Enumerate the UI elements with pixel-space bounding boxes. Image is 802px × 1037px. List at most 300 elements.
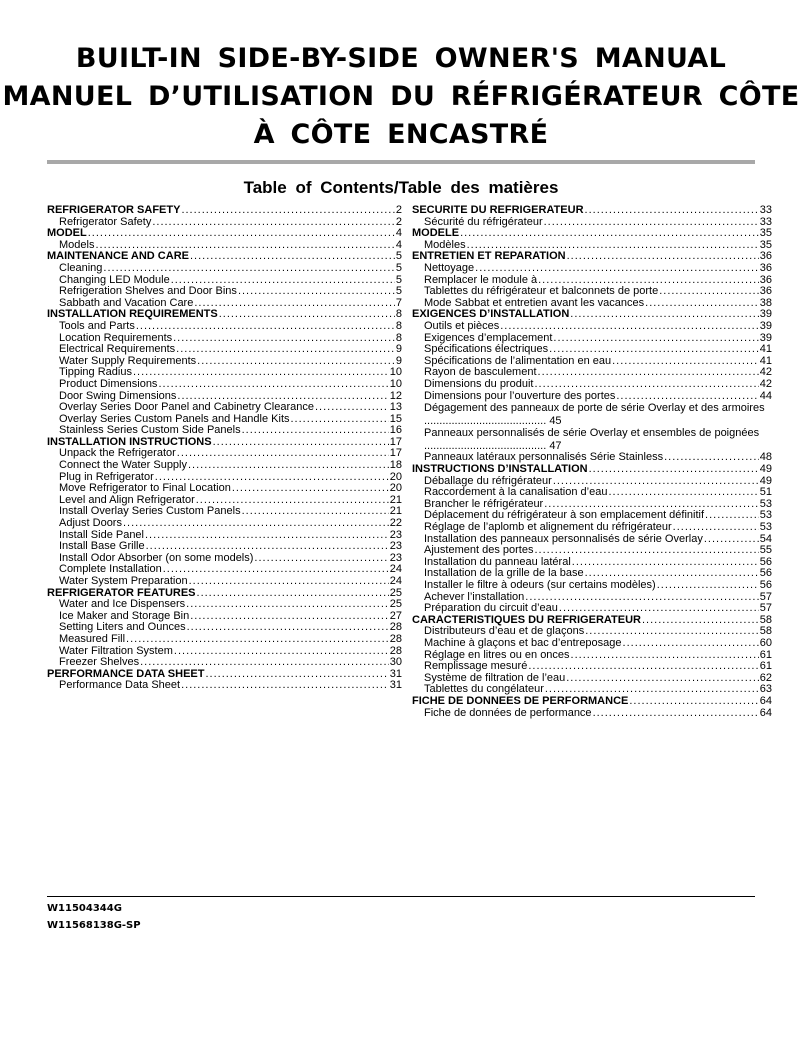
toc-leader [187, 622, 389, 634]
toc-page-number: 8 [395, 320, 402, 332]
toc-page-number: 60 [759, 637, 772, 649]
toc-entry-title: Complete Installation [59, 564, 162, 576]
toc-entry-title: Connect the Water Supply [59, 460, 187, 472]
toc-entry[interactable] [412, 344, 772, 356]
toc-entry[interactable] [47, 367, 402, 379]
toc-entry[interactable] [47, 611, 402, 623]
toc-entry[interactable] [412, 476, 772, 488]
toc-leader [589, 464, 759, 476]
toc-entry[interactable] [47, 391, 402, 403]
toc-entry-title: Dimensions pour l’ouverture des portes [424, 390, 616, 402]
toc-entry[interactable] [412, 275, 772, 287]
toc-entry-title: CARACTÉRISTIQUES DU RÉFRIGÉRATEUR [412, 614, 641, 626]
toc-leader [475, 263, 759, 275]
toc-leader: ........................................ [424, 414, 550, 427]
toc-entry-title: Water Supply Requirements [59, 355, 197, 367]
toc-leader [657, 580, 759, 592]
toc-page-number: 35 [759, 239, 772, 251]
toc-entry-title: Installation des panneaux personnalisés de série Overlay [424, 533, 703, 545]
toc-leader [460, 228, 759, 240]
toc-entry[interactable] [412, 638, 772, 650]
toc-entry[interactable] [47, 657, 402, 669]
toc-page-number: 35 [759, 228, 772, 240]
toc-page-number: 56 [759, 556, 772, 568]
toc-page-number: 16 [389, 425, 402, 437]
toc-leader [95, 240, 394, 252]
toc-section[interactable] [47, 588, 402, 600]
toc-entry-title: Measured Fill [59, 633, 126, 645]
toc-entry[interactable] [47, 553, 402, 565]
toc-entry[interactable] [412, 452, 772, 464]
toc-section[interactable] [412, 205, 772, 217]
toc-entry[interactable] [47, 460, 402, 472]
toc-page-number: 22 [389, 518, 402, 530]
toc-page-number: 53 [759, 498, 772, 510]
toc-leader [133, 367, 389, 379]
toc-entry[interactable] [412, 510, 772, 522]
toc-entry-title: Door Swing Dimensions [59, 390, 177, 402]
toc-entry[interactable] [47, 333, 402, 345]
toc-entry-title: Rayon de basculement [424, 367, 537, 379]
toc-entry-title: MODEL [47, 228, 87, 240]
toc-entry-title: Outils et pièces [424, 320, 500, 332]
toc-entry[interactable] [412, 592, 772, 604]
toc-leader [315, 402, 389, 414]
toc-entry-title: Performance Data Sheet [59, 680, 181, 692]
toc-page-number: 5 [395, 262, 402, 274]
toc-leader [238, 286, 395, 298]
toc-entry-title: Ice Maker and Storage Bin [59, 610, 190, 622]
toc-leader [645, 298, 759, 310]
toc-leader [181, 680, 389, 692]
toc-leader [664, 452, 759, 464]
toc-leader [544, 217, 759, 229]
toc-entry-title: Electrical Requirements [59, 344, 176, 356]
toc-page-number: 58 [759, 626, 772, 638]
toc-leader [566, 673, 759, 685]
toc-page-number: 9 [395, 355, 402, 367]
toc-entry-title: Install Odor Absorber (on some models) [59, 552, 254, 564]
toc-entry-title: Install Side Panel [59, 529, 144, 541]
toc-entry-title: Nettoyage [424, 262, 475, 274]
toc-entry-title: Stainless Series Custom Side Panels [59, 425, 241, 437]
toc-page-number: 63 [759, 684, 772, 696]
footer-divider [47, 896, 755, 897]
toc-page-number: 23 [389, 552, 402, 564]
toc-entry-title: Refrigerator Safety [59, 216, 152, 228]
toc-entry-title: Modèles [424, 239, 466, 251]
toc-entry-title: Brancher le réfrigérateur [424, 498, 544, 510]
toc-entry[interactable] [412, 333, 772, 345]
toc-leader [188, 460, 389, 472]
toc-entry-title: Réglage de l’aplomb et alignement du réfrigérateur [424, 522, 672, 534]
toc-leader [623, 638, 759, 650]
toc-section[interactable] [412, 309, 772, 321]
toc-entry-title: Move Refrigerator to Final Location [59, 483, 231, 495]
toc-leader [196, 495, 389, 507]
toc-leader [593, 708, 759, 720]
toc-entry-title: Déplacement du réfrigérateur à son emplacement définitif [424, 510, 705, 522]
toc-entry[interactable] [412, 684, 772, 696]
toc-page-number: 56 [759, 580, 772, 591]
toc-entry[interactable] [47, 622, 402, 634]
toc-page-number: 12 [389, 390, 402, 402]
toc-page-number: 61 [759, 649, 772, 661]
toc-leader [291, 414, 389, 426]
toc-entry[interactable] [412, 391, 772, 403]
toc-entry[interactable] [412, 379, 772, 391]
toc-leader [190, 611, 389, 623]
toc-entry[interactable] [47, 448, 402, 460]
toc-section[interactable] [47, 251, 402, 263]
toc-entry[interactable] [412, 356, 772, 368]
toc-page-number: 24 [389, 576, 402, 587]
toc-entry[interactable] [412, 240, 772, 252]
toc-leader [538, 275, 759, 287]
toc-page-number: 17 [389, 448, 402, 460]
toc-entry-title: Freezer Shelves [59, 657, 140, 669]
toc-leader [145, 530, 389, 542]
toc-leader [544, 499, 759, 511]
toc-page-number: 55 [759, 545, 772, 557]
toc-page-number: 53 [759, 522, 772, 534]
toc-entry-title: Install Base Grille [59, 541, 145, 553]
toc-entry[interactable] [412, 626, 772, 638]
toc-entry[interactable] [47, 402, 402, 414]
toc-entry-title: Setting Liters and Ounces [59, 622, 186, 634]
toc-leader [616, 391, 758, 403]
toc-page-number: 4 [395, 228, 402, 240]
toc-entry-title: Water Filtration System [59, 645, 173, 657]
toc-leader [181, 205, 394, 217]
manual-title [0, 40, 802, 154]
toc-entry[interactable] [47, 530, 402, 542]
toc-entry-title: Système de filtration de l’eau [424, 672, 566, 684]
toc-entry[interactable] [47, 495, 402, 507]
toc-leader [659, 286, 759, 298]
toc-page-number: 36 [759, 251, 772, 263]
toc-page-number: 30 [389, 657, 402, 669]
toc-column-english [47, 205, 402, 692]
toc-leader [205, 669, 388, 681]
toc-page-number: 27 [389, 610, 402, 622]
toc-page-number: 5 [395, 251, 402, 263]
toc-entry[interactable] [47, 506, 402, 518]
toc-entry[interactable] [412, 427, 772, 452]
toc-leader [177, 448, 389, 460]
toc-page-number: 20 [389, 483, 402, 495]
toc-entry-title: Installation de la grille de la base [424, 568, 584, 580]
toc-section[interactable] [47, 228, 402, 240]
toc-leader [673, 522, 759, 534]
toc-page-number: 39 [759, 320, 772, 332]
toc-entry-title: FICHE DE DONNÉES DE PERFORMANCE [412, 695, 629, 707]
toc-leader [123, 518, 389, 530]
toc-page-number: 21 [389, 506, 402, 518]
toc-entry-title: Models [59, 239, 95, 251]
toc-page-number: 39 [759, 332, 772, 344]
title-line-3: À CÔTE ENCASTRÉ [253, 119, 549, 150]
toc-section[interactable] [47, 437, 402, 449]
toc-entry[interactable] [47, 425, 402, 437]
toc-entry-title: Machine à glaçons et bac d’entreposage [424, 637, 622, 649]
toc-page-number: 25 [389, 587, 402, 599]
toc-entry[interactable] [47, 263, 402, 275]
toc-entry[interactable] [47, 483, 402, 495]
toc-entry[interactable] [412, 499, 772, 511]
toc-entry[interactable] [412, 367, 772, 379]
toc-entry-title: Install Overlay Series Custom Panels [59, 506, 241, 518]
toc-leader [197, 356, 395, 368]
toc-page-number: 24 [389, 564, 402, 576]
document-number-sp: W11568138G-SP [47, 920, 141, 931]
toc-leader [242, 425, 389, 437]
toc-entry[interactable] [47, 599, 402, 611]
toc-page-number: 49 [759, 464, 772, 476]
toc-entry-title: Raccordement à la canalisation d’eau [424, 487, 608, 499]
toc-leader [103, 263, 394, 275]
toc-entry-title: Spécifications électriques [424, 344, 549, 356]
toc-entry[interactable] [47, 541, 402, 553]
toc-entry-title: Water and Ice Dispensers [59, 599, 186, 611]
toc-leader [177, 391, 388, 403]
toc-page-number: 36 [759, 286, 772, 298]
toc-page-number: 25 [389, 599, 402, 611]
toc-entry-title: SÉCURITÉ DU RÉFRIGÉRATEUR [412, 205, 584, 216]
toc-page-number: 8 [395, 332, 402, 344]
toc-leader [88, 228, 395, 240]
toc-leader [585, 626, 759, 638]
toc-page-number: 28 [389, 645, 402, 657]
toc-leader [163, 564, 389, 576]
toc-page-number: 47 [549, 439, 562, 452]
toc-entry-title: INSTALLATION INSTRUCTIONS [47, 436, 212, 448]
toc-page-number: 31 [389, 680, 402, 692]
toc-page-number: 23 [389, 541, 402, 553]
toc-page-number: 58 [759, 614, 772, 626]
toc-entry-title: Mode Sabbat et entretien avant les vacances [424, 297, 645, 309]
toc-leader [213, 437, 389, 449]
toc-leader [534, 379, 758, 391]
toc-entry[interactable] [47, 321, 402, 333]
toc-leader [525, 592, 758, 604]
toc-leader [232, 483, 389, 495]
toc-entry-title: Ajustement des portes [424, 545, 534, 557]
toc-section[interactable] [47, 309, 402, 321]
toc-section[interactable] [412, 696, 772, 708]
toc-leader [173, 333, 395, 345]
toc-leader [567, 251, 759, 263]
toc-entry-title: Location Requirements [59, 332, 173, 344]
toc-page-number: 4 [395, 239, 402, 251]
toc-entry-title: Overlay Series Custom Panels and Handle Kits [59, 413, 290, 425]
toc-leader [642, 615, 759, 627]
toc-entry[interactable] [412, 298, 772, 310]
toc-entry-title: Spécifications de l’alimentation en eau [424, 355, 612, 367]
toc-leader [572, 557, 759, 569]
toc-leader [190, 251, 395, 263]
toc-entry[interactable] [47, 646, 402, 658]
toc-entry-title: Tablettes du congélateur [424, 684, 544, 696]
toc-entry-title: REFRIGERATOR FEATURES [47, 587, 196, 599]
toc-entry[interactable] [47, 379, 402, 391]
toc-entry-title: Tipping Radius [59, 367, 132, 379]
toc-leader [500, 321, 759, 333]
toc-leader [197, 588, 389, 600]
toc-page-number: 49 [759, 475, 772, 487]
toc-section[interactable] [47, 205, 402, 217]
toc-section[interactable] [47, 669, 402, 681]
toc-leader [467, 240, 759, 252]
toc-page-number: 15 [389, 413, 402, 425]
toc-page-number: 64 [759, 695, 772, 707]
toc-section[interactable] [412, 251, 772, 263]
toc-entry[interactable] [412, 217, 772, 229]
toc-page-number: 36 [759, 274, 772, 286]
toc-entry-title: Dimensions du produit [424, 378, 534, 390]
toc-leader [158, 379, 388, 391]
toc-entry[interactable] [47, 634, 402, 646]
toc-section[interactable] [412, 615, 772, 627]
toc-entry[interactable] [47, 564, 402, 576]
toc-entry-title: Remplacer le module à [424, 274, 538, 286]
toc-entry-title: Cleaning [59, 262, 103, 274]
toc-entry-title: Installer le filtre à odeurs (sur certains modèles) [424, 580, 656, 591]
toc-entry[interactable] [412, 286, 772, 298]
toc-leader [608, 487, 758, 499]
toc-leader [538, 367, 759, 379]
toc-entry-title: ENTRETIEN ET RÉPARATION [412, 251, 566, 263]
toc-leader: ........................................ [424, 439, 550, 452]
toc-entry[interactable] [47, 472, 402, 484]
toc-leader [176, 344, 395, 356]
toc-entry-title: Fiche de données de performance [424, 707, 592, 719]
toc-page-number: 41 [759, 344, 772, 356]
toc-page-number: 8 [395, 309, 402, 321]
toc-page-number: 5 [395, 274, 402, 286]
toc-leader [553, 333, 758, 345]
toc-entry-title: Product Dimensions [59, 378, 158, 390]
toc-entry[interactable] [47, 414, 402, 426]
toc-entry[interactable] [412, 708, 772, 720]
toc-entry-title: Déballage du réfrigérateur [424, 475, 552, 487]
toc-entry[interactable] [412, 534, 772, 546]
toc-entry[interactable] [47, 298, 402, 310]
toc-entry[interactable] [412, 402, 772, 427]
toc-entry[interactable] [412, 545, 772, 557]
toc-entry[interactable] [412, 263, 772, 275]
toc-leader [553, 476, 759, 488]
toc-entry-title: Achever l’installation [424, 591, 525, 603]
toc-entry[interactable] [412, 603, 772, 615]
toc-entry[interactable] [412, 522, 772, 534]
toc-entry-title: Remplissage mesuré [424, 661, 528, 673]
toc-entry-title: Overlay Series Door Panel and Cabinetry Clearance [59, 402, 314, 414]
toc-leader [152, 217, 395, 229]
toc-entry[interactable] [412, 661, 772, 673]
toc-leader [155, 472, 389, 484]
toc-page-number: 56 [759, 568, 772, 580]
toc-page-number: 39 [759, 309, 772, 321]
toc-entry-title: Distributeurs d’eau et de glaçons [424, 626, 585, 638]
toc-page-number: 2 [395, 216, 402, 228]
toc-page-number: 64 [759, 707, 772, 719]
toc-leader [140, 657, 389, 669]
toc-page-number: 48 [759, 452, 772, 464]
toc-entry-title: Level and Align Refrigerator [59, 494, 195, 506]
toc-entry-title: Réglage en litres ou en onces [424, 649, 570, 661]
toc-leader [585, 205, 759, 217]
toc-page-number: 10 [389, 378, 402, 390]
title-line-1: BUILT-IN SIDE-BY-SIDE OWNER'S MANUAL [75, 43, 727, 74]
toc-leader [612, 356, 759, 368]
toc-entry[interactable] [47, 518, 402, 530]
toc-page-number: 62 [759, 672, 772, 684]
toc-entry[interactable] [47, 344, 402, 356]
toc-entry[interactable] [412, 557, 772, 569]
toc-leader [549, 344, 759, 356]
toc-entry-title: Panneaux personnalisés de série Overlay et ensembles de poignées [424, 427, 760, 440]
toc-page-number: 57 [759, 603, 772, 615]
toc-entry[interactable] [47, 680, 402, 692]
toc-page-number: 33 [759, 205, 772, 216]
toc-entry[interactable] [47, 576, 402, 588]
toc-entry-title: MODÈLE [412, 228, 460, 240]
toc-entry[interactable] [47, 275, 402, 287]
toc-page-number: 44 [759, 390, 772, 402]
toc-entry-title: Sécurité du réfrigérateur [424, 216, 543, 228]
toc-section[interactable] [412, 228, 772, 240]
toc-entry[interactable] [47, 240, 402, 252]
toc-entry-title: Exigences d’emplacement [424, 332, 553, 344]
toc-entry[interactable] [47, 356, 402, 368]
toc-entry[interactable] [412, 673, 772, 685]
toc-page-number: 17 [389, 436, 402, 448]
toc-entry[interactable] [412, 487, 772, 499]
toc-leader [585, 568, 759, 580]
toc-page-number: 57 [759, 591, 772, 603]
toc-page-number: 61 [759, 661, 772, 673]
toc-entry[interactable] [412, 321, 772, 333]
toc-leader [528, 661, 758, 673]
toc-entry[interactable] [47, 217, 402, 229]
toc-column-french [412, 205, 772, 719]
toc-entry[interactable] [412, 568, 772, 580]
toc-entry-title: Refrigeration Shelves and Door Bins [59, 286, 237, 298]
toc-entry[interactable] [412, 580, 772, 592]
toc-section[interactable] [412, 464, 772, 476]
toc-page-number: 31 [389, 668, 402, 680]
toc-page-number: 54 [759, 533, 772, 545]
toc-entry[interactable] [412, 650, 772, 662]
toc-entry-title: INSTALLATION REQUIREMENTS [47, 309, 218, 321]
toc-page-number: 36 [759, 262, 772, 274]
toc-page-number: 7 [395, 297, 402, 309]
toc-entry-title: Water System Preparation [59, 576, 188, 587]
toc-entry[interactable] [47, 286, 402, 298]
toc-page-number: 42 [759, 367, 772, 379]
toc-entry-title: Changing LED Module [59, 274, 170, 286]
title-divider [47, 160, 755, 164]
toc-leader [570, 309, 758, 321]
toc-page-number: 5 [395, 286, 402, 298]
toc-page-number: 21 [389, 494, 402, 506]
toc-leader [126, 634, 389, 646]
toc-page-number: 18 [389, 460, 402, 472]
toc-leader [171, 275, 395, 287]
toc-entry-title: Plug in Refrigerator [59, 471, 154, 483]
toc-entry-title: Installation du panneau latéral [424, 556, 571, 568]
